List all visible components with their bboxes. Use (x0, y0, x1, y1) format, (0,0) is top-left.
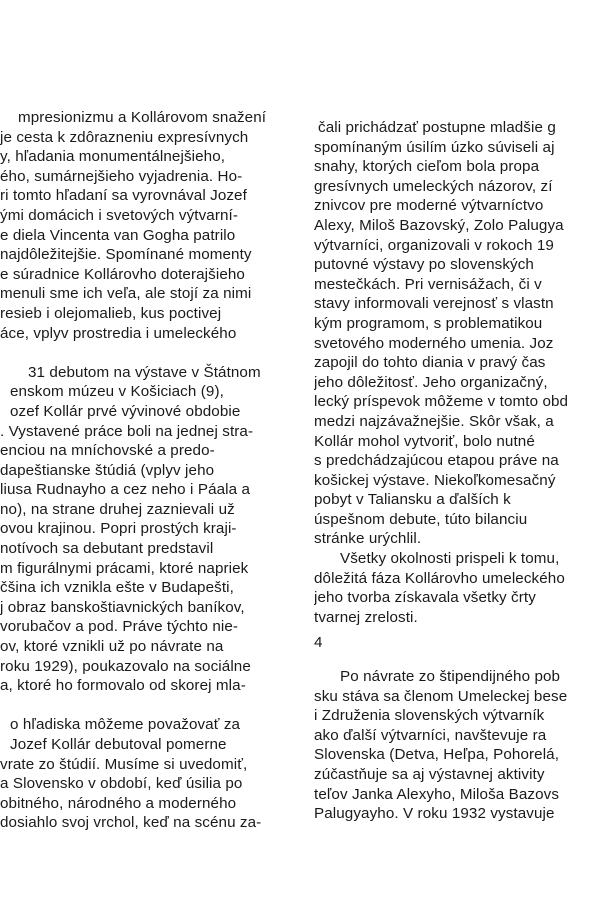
text-line: y, hľadania monumentálnejšieho, (0, 148, 226, 166)
right-column (314, 118, 600, 824)
text-line: tvarnej zrelosti. (314, 608, 418, 626)
text-line: ov, ktoré vznikli už po návrate na (0, 638, 224, 656)
text-line: ako ďalší výtvarníci, navštevuje ra (314, 726, 547, 744)
text-line: s predchádzajúcou etapou práve na (314, 452, 559, 470)
text-line: a Slovensko v období, keď úsilia po (0, 775, 243, 793)
text-line: mestečkách. Pri vernisážach, či v (314, 275, 542, 293)
text-line: ými domácich i svetových výtvarní- (0, 206, 239, 224)
text-line: o hľadiska môžeme považovať za (10, 716, 241, 734)
text-line: úspešnom debute, túto bilanciu (314, 510, 528, 528)
text-line: zúčastňuje sa aj výstavnej aktivity (314, 766, 545, 783)
text-line: e diela Vincenta van Gogha patrilo (0, 226, 236, 244)
text-line: liusa Rudnayho a cez neho i Páala a (0, 481, 251, 499)
text-line: menuli sme ich veľa, ale stojí za nimi (0, 285, 252, 303)
text-line: mpresionizmu a Kollárovom snažení (18, 109, 267, 126)
text-line: resieb i olejomalieb, kus poctivej (0, 304, 222, 322)
text-line: a, ktoré ho formovalo od skorej mla- (0, 677, 246, 695)
text-line: Po návrate zo štipendijného pob (340, 668, 561, 686)
text-line: Všetky okolnosti prispeli k tomu, (340, 550, 560, 568)
text-line: dôležitá fáza Kollárovho umeleckého (314, 569, 565, 587)
text-line: stránke urýchlil. (314, 530, 422, 548)
text-line: medzi najzávažnejšie. Skôr však, a (314, 412, 554, 430)
text-line: čali prichádzať postupne mladšie g (318, 119, 556, 136)
text-line: snahy, ktorých cieľom bola propa (314, 158, 540, 176)
text-line: j obraz banskoštiavnických baníkov, (0, 598, 245, 616)
text-line: jeho tvorba získavala všetky črty (314, 589, 536, 607)
text-line: ovou krajinou. Popri prostých kraji- (0, 520, 237, 538)
text-line: roku 1929), poukazovalo na sociálne (0, 657, 251, 675)
section-number: 4 (314, 634, 323, 652)
text-line: Palugyayho. V roku 1932 vystavuje (314, 805, 555, 823)
text-line: putovné výstavy po slovenských (314, 256, 534, 274)
text-line: Slovenska (Detva, Heľpa, Pohorelá, (314, 746, 560, 764)
text-line: vorubačov a pod. Práve týchto nie- (0, 618, 239, 636)
paragraph-gap (0, 696, 300, 716)
text-line: Kollár mohol vytvoriť, bolo nutné (314, 432, 535, 450)
text-line: teľov Janka Alexyho, Miloša Bazovs (314, 785, 560, 803)
text-line: Jozef Kollár debutoval pomerne (10, 736, 227, 753)
text-line: dapeštianske štúdiá (vplyv jeho (0, 461, 215, 479)
text-line: gresívnych umeleckých názorov, zí (314, 177, 553, 195)
text-line: enskom múzeu v Košiciach (9), (10, 383, 224, 401)
text-line: pobyt v Taliansku a ďalších k (314, 491, 511, 509)
text-line: je cesta k zdôrazneniu expresívnych (0, 128, 249, 146)
text-line: ého, sumárnejšieho vyjadrenia. Ho- (0, 167, 243, 185)
text-line: zapojil do tohto diania v pravý čas (314, 354, 546, 372)
text-line: notívoch sa debutant predstavil (0, 540, 214, 558)
text-line: vrate zo štúdií. Musíme si uvedomiť, (0, 755, 248, 773)
text-line: áce, vplyv prostredia i umeleckého (0, 324, 237, 342)
text-line: no), na strane druhej zaznievali už (0, 500, 235, 518)
text-line: dosiahlo svoj vrchol, keď na scénu za- (0, 814, 262, 832)
text-line: i Združenia slovenských výtvarník (314, 707, 545, 725)
text-line: ozef Kollár prvé vývinové obdobie (10, 402, 241, 420)
text-line: jeho dôležitosť. Jeho organizačný, (314, 373, 548, 391)
text-line: stavy informovali verejnosť s vlastn (314, 295, 554, 313)
text-line: najdôležitejšie. Spomínané momenty (0, 246, 252, 264)
text-line: sku stáva sa členom Umeleckej bese (314, 687, 568, 705)
text-line: lecký príspevok môžeme v tomto obd (314, 393, 569, 411)
text-line: košickej výstave. Niekoľkomesačný (314, 471, 556, 489)
text-line: m figurálnymi prácami, ktoré napriek (0, 559, 249, 577)
text-line: kým programom, s problematikou (314, 314, 543, 332)
text-line: svetového moderného umenia. Joz (314, 334, 554, 352)
text-line: enciou na mníchovské a predo- (0, 442, 215, 460)
text-line: . Vystavené práce boli na jednej stra- (0, 422, 254, 440)
left-column (0, 108, 300, 833)
text-line: 31 debutom na výstave v Štátnom (28, 363, 261, 381)
text-line: spomínaným úsilím úzko súviseli aj (314, 138, 555, 156)
text-line: Alexy, Miloš Bazovský, Zolo Palugya (314, 216, 564, 234)
text-line: obitného, národného a moderného (0, 794, 237, 812)
text-line: e súradnice Kollárovho doterajšieho (0, 265, 245, 283)
paragraph-gap (0, 343, 300, 363)
text-line: výtvarníci, organizovali v rokoch 19 (314, 236, 554, 254)
text-line: ri tomto hľadaní sa vyrovnával Jozef (0, 187, 247, 205)
text-line: znivcov pre moderné výtvarníctvo (314, 197, 544, 215)
text-line: čšina ich vznikla ešte v Budapešti, (0, 579, 234, 597)
